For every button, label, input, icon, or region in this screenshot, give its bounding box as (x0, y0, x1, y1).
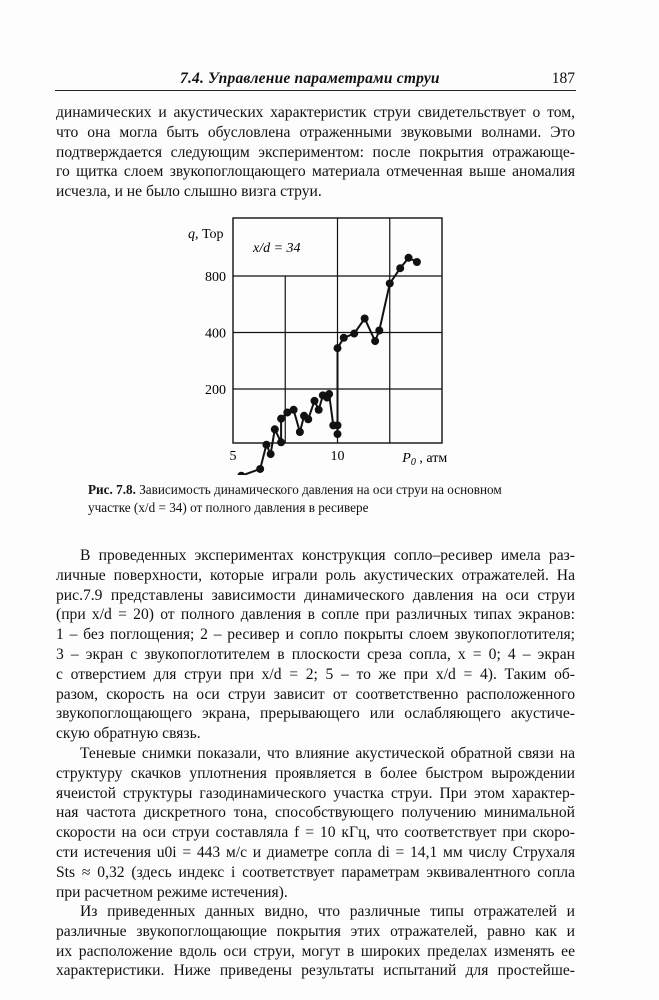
text-line: личные поверхности, которые играли роль акустических отражателей. На (56, 566, 575, 584)
caption-text-2: участке (x/d = 34) от полного давления в ресивере (88, 499, 369, 515)
text-line: исчезла, и не было слышно визга струи. (56, 183, 322, 201)
text-line: скорости на оси струи составляла f = 10 кГц, что соответствует при скоро- (56, 824, 575, 842)
paragraph-3 (56, 744, 575, 902)
text-line: го щитка слоем звукопоглощающего материала отмеченная выше аномалия (56, 163, 575, 181)
text-line: различные звукопоглощающие покрытия этих отражателей, равно как и (56, 922, 575, 940)
section-title: 7.4. Управление параметрами струи (180, 70, 440, 87)
data-point (405, 254, 413, 262)
text-line: характеристики. Ниже приведены результаты испытаний для простейше- (56, 962, 575, 980)
text-line: (при x/d = 20) от полного давления в сопле при различных типах экранов: (56, 606, 575, 624)
data-point (290, 406, 298, 414)
x-tick-label: 5 (229, 449, 237, 464)
data-point (325, 390, 333, 398)
paragraph-4 (56, 902, 575, 981)
data-point (350, 330, 358, 338)
text-line: звукопоглощающего экрана, прерывающего или ослабляющего акустиче- (56, 705, 575, 723)
text-line: ячеистой структуры газодинамического участка струи. При этом характер- (56, 784, 575, 802)
text-line: Sts ≈ 0,32 (здесь индекс i соответствует параметрам эквивалентного сопла (56, 863, 575, 881)
data-point (334, 430, 342, 438)
text-line: при расчетном режиме истечения). (56, 883, 288, 901)
chart-labels (188, 227, 447, 468)
x-axis-label: $P_0$ , атм (402, 451, 448, 468)
text-line: Теневые снимки показали, что влияние акустической обратной связи на (80, 745, 575, 762)
data-point (267, 450, 275, 458)
data-point (396, 264, 404, 272)
y-tick-label: 200 (205, 383, 226, 398)
paragraph-1 (56, 103, 575, 202)
data-point (271, 425, 279, 433)
data-point (375, 326, 383, 334)
paragraph-2 (56, 546, 575, 744)
data-point (296, 428, 304, 436)
caption-text-1: Зависимость динамического давления на оси струи на основном (139, 482, 502, 497)
text-line: что она могла быть обусловлена отраженными звуковыми волнами. Это (56, 123, 575, 141)
page-number: 187 (551, 70, 575, 87)
text-line: их расположение вдоль оси струи, могут в широких пределах изменять ее (56, 942, 575, 960)
data-point (413, 258, 421, 266)
x-tick-label: 10 (330, 449, 345, 464)
text-line: сти истечения u0i = 443 м/с и диаметре сопла di = 14,1 мм числу Струхаля (56, 843, 575, 861)
data-point (304, 415, 312, 423)
text-line: динамических и акустических характеристик струи свидетельствует о том, (56, 104, 575, 121)
y-tick-label: 800 (205, 270, 226, 285)
text-line: с отверстием для струи при x/d = 2; 5 – то же при x/d = 4). Таким об- (56, 665, 575, 683)
data-point (311, 397, 319, 405)
text-line: В проведенных экспериментах конструкция сопло–ресивер имела раз- (80, 547, 575, 564)
text-line: 3 – экран с звукопоглотителем в плоскости среза сопла, x = 0; 4 – экран (56, 645, 575, 663)
data-point (277, 415, 285, 423)
text-line: Из приведенных данных видно, что различные типы отражателей и (80, 903, 575, 920)
data-point (277, 438, 285, 446)
chart-series (237, 254, 421, 475)
text-line: рис.7.9 представлены зависимости динамического давления на оси струи (56, 586, 575, 604)
running-head (55, 68, 576, 91)
chart-annotation: x/d = 34 (253, 241, 301, 256)
data-point (237, 472, 245, 475)
text-line: 1 – без поглощения; 2 – ресивер и сопло покрыты слоем звукопоглотителя; (56, 626, 575, 644)
text-line: ная частота дискретного тона, способствующего получению минимальной (56, 804, 575, 822)
data-point (315, 406, 323, 414)
data-point (334, 344, 342, 352)
text-line: подтверждается следующим экспериментом: после покрытия отражающе- (56, 143, 575, 161)
y-tick-label: 400 (205, 326, 226, 342)
text-line: разом, скорость на оси струи зависит от соответственно расположенного (56, 685, 575, 703)
data-point (256, 465, 264, 473)
text-line: скую обратную связь. (56, 725, 201, 743)
line-chart (180, 215, 470, 475)
text-line: структуру скачков уплотнения проявляется в более быстром вырождении (56, 764, 575, 782)
data-point (386, 279, 394, 287)
figure-label: Рис. 7.8. (88, 482, 136, 497)
y-axis-label: q, Тор (188, 227, 224, 242)
figure-caption (88, 481, 558, 516)
data-point (361, 314, 369, 322)
data-point (371, 337, 379, 345)
figure-chart (180, 215, 470, 475)
data-point (262, 441, 270, 449)
data-point (340, 334, 348, 342)
data-point (334, 421, 342, 429)
